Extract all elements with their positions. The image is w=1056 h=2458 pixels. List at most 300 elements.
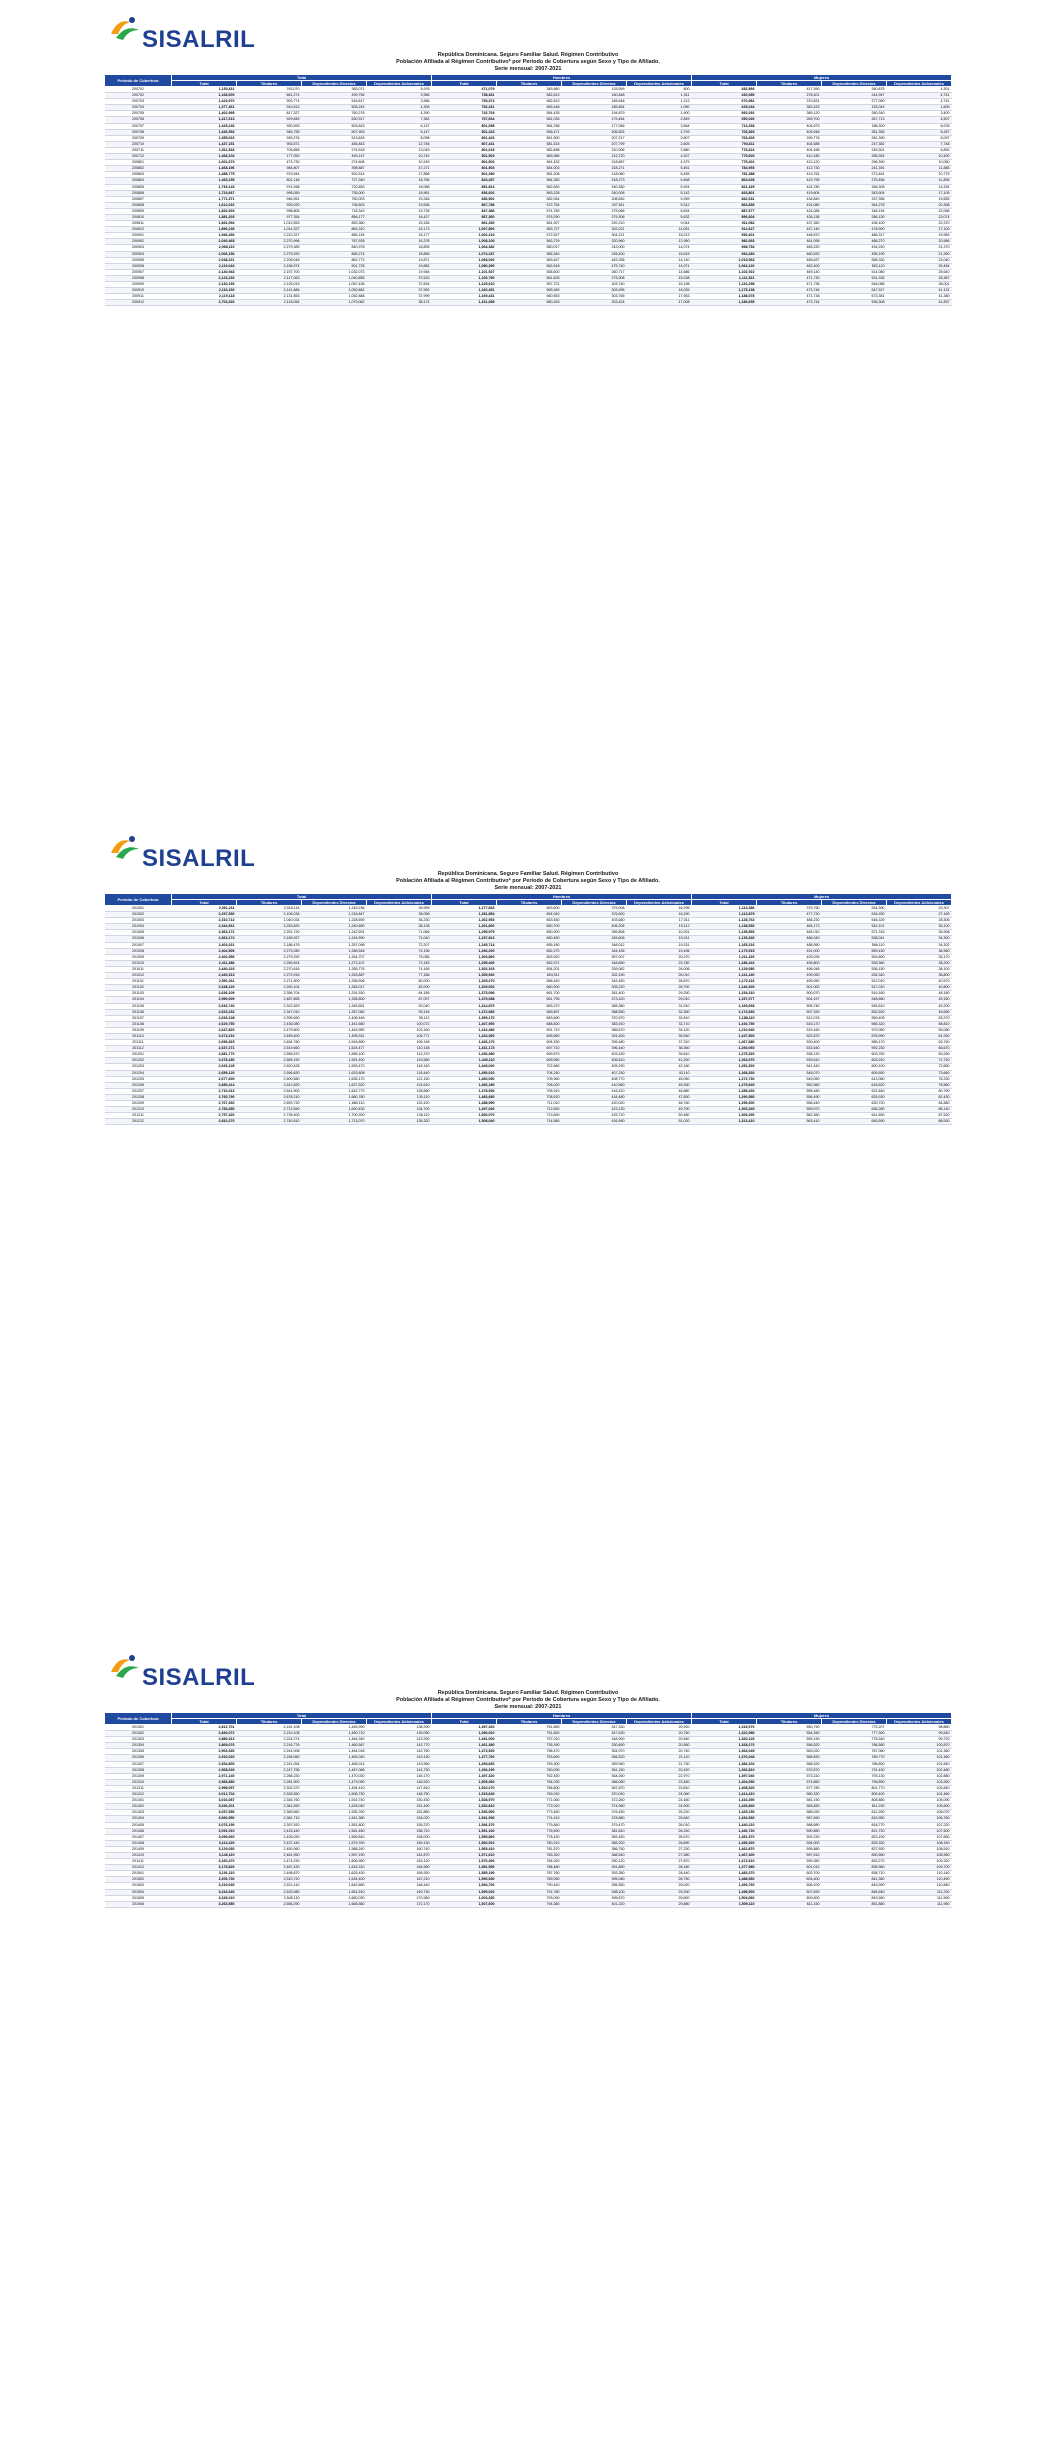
period-cell: 200702 [105, 93, 172, 99]
value-cell: 61,930 [887, 1033, 952, 1039]
value-cell: 599,350 [757, 1859, 822, 1865]
value-cell: 245,301 [822, 147, 887, 153]
value-cell: 505,740 [757, 1003, 822, 1009]
period-cell: 200802 [105, 166, 172, 172]
value-cell: 107,220 [887, 1822, 952, 1828]
period-cell: 201308 [105, 1767, 172, 1773]
column-group-header: Total [172, 894, 432, 900]
data-table-wrap [104, 893, 952, 1125]
value-cell: 1,464,018 [302, 1749, 367, 1755]
value-cell: 158,000 [367, 1834, 432, 1840]
value-cell: 391,890 [562, 1865, 627, 1871]
value-cell: 549,050 [757, 1076, 822, 1082]
value-cell: 2,397,520 [237, 1822, 302, 1828]
value-cell: 372,260 [562, 1798, 627, 1804]
value-cell: 424,780 [757, 184, 822, 190]
value-cell: 587,690 [757, 1816, 822, 1822]
value-cell: 582,830 [497, 184, 562, 190]
column-group-header: Hombres [432, 1713, 692, 1719]
value-cell: 530,400 [757, 1040, 822, 1046]
value-cell: 1,451,570 [692, 1834, 757, 1840]
value-cell: 2,450,060 [237, 1846, 302, 1852]
value-cell: 548,680 [822, 997, 887, 1003]
value-cell: 2,186,476 [237, 942, 302, 948]
value-cell: 1,011 [627, 93, 692, 99]
period-cell: 201205 [105, 1076, 172, 1082]
value-cell: 1,494,410 [302, 1785, 367, 1791]
brand-name: SISALRIL [142, 845, 256, 872]
value-cell: 1,690,430 [302, 1107, 367, 1113]
value-cell: 823,457 [432, 178, 497, 184]
column-header: Dependientes Adicionales [887, 900, 952, 906]
value-cell: 1,313,410 [692, 1119, 757, 1125]
value-cell: 381,810 [562, 1828, 627, 1834]
value-cell: 1,532,810 [432, 1804, 497, 1810]
value-cell: 512,010 [822, 979, 887, 985]
value-cell: 3,191,110 [172, 1871, 237, 1877]
period-cell: 200807 [105, 196, 172, 202]
value-cell: 389,120 [757, 111, 822, 117]
value-cell: 4,507 [887, 117, 952, 123]
value-cell: 3,664 [627, 123, 692, 129]
value-cell: 502,110 [822, 263, 887, 269]
value-cell: 1,267,680 [692, 1040, 757, 1046]
value-cell: 663,270 [497, 1003, 562, 1009]
value-cell: 735,000 [302, 190, 367, 196]
value-cell: 1,064,382 [432, 245, 497, 251]
value-cell: 2,279,280 [237, 948, 302, 954]
value-cell: 348,900 [562, 1737, 627, 1743]
value-cell: 538,130 [757, 1052, 822, 1058]
value-cell: 583,830 [757, 1804, 822, 1810]
value-cell: 16,895 [367, 245, 432, 251]
value-cell: 1,424,360 [432, 1033, 497, 1039]
value-cell: 37,694 [367, 282, 432, 288]
value-cell: 499,050 [757, 979, 822, 985]
value-cell: 370,831 [757, 99, 822, 105]
period-cell: 201405 [105, 1822, 172, 1828]
value-cell: 1,014,327 [237, 227, 302, 233]
value-cell: 240,350 [562, 184, 627, 190]
value-cell: 16,378 [367, 239, 432, 245]
value-cell: 186,300 [822, 123, 887, 129]
value-cell: 27,580 [627, 1852, 692, 1858]
value-cell: 2,647,820 [172, 1027, 237, 1033]
period-cell: 201304 [105, 1743, 172, 1749]
value-cell: 1,281,854 [432, 912, 497, 918]
value-cell: 2,971,140 [172, 1773, 237, 1779]
value-cell: 1,483,370 [692, 1871, 757, 1877]
value-cell: 1,515,740 [302, 1798, 367, 1804]
value-cell: 1,516,890 [302, 1040, 367, 1046]
period-cell: 201105 [105, 1003, 172, 1009]
value-cell: 1,079,062 [302, 300, 367, 306]
value-cell: 1,404,050 [692, 1779, 757, 1785]
value-cell: 2,270,616 [237, 966, 302, 972]
value-cell: 347,630 [562, 1731, 627, 1737]
value-cell: 515,170 [757, 1021, 822, 1027]
column-header-period: Período de Cobertura [105, 894, 172, 906]
value-cell: 2,916,020 [172, 1755, 237, 1761]
value-cell: 494,240 [822, 245, 887, 251]
value-cell: 47,830 [627, 1094, 692, 1100]
value-cell: 29,020 [627, 1883, 692, 1889]
value-cell: 48,180 [887, 991, 952, 997]
value-cell: 2,068,110 [172, 245, 237, 251]
value-cell: 576,290 [497, 214, 562, 220]
column-group-header: Total [172, 75, 432, 81]
value-cell: 712,630 [497, 1107, 562, 1113]
value-cell: 493,026 [757, 954, 822, 960]
value-cell: 865,274 [302, 251, 367, 257]
value-cell: 1,467,400 [692, 1852, 757, 1858]
value-cell: 26,870 [627, 979, 692, 985]
value-cell: 1,379,088 [432, 997, 497, 1003]
value-cell: 865,145 [302, 233, 367, 239]
value-cell: 1,579,760 [302, 1840, 367, 1846]
period-cell: 200902 [105, 239, 172, 245]
value-cell: 1,392,810 [692, 1767, 757, 1773]
value-cell: 3,129,030 [172, 1846, 237, 1852]
value-cell: 505,243 [302, 105, 367, 111]
value-cell: 1,771,371 [172, 196, 237, 202]
value-cell: 1,262,953 [432, 918, 497, 924]
value-cell: 19,112 [627, 924, 692, 930]
period-cell: 201406 [105, 1828, 172, 1834]
value-cell: 28,001 [887, 282, 952, 288]
value-cell: 499,050 [757, 973, 822, 979]
value-cell: 28,440 [627, 1871, 692, 1877]
value-cell: 1,465,159 [172, 178, 237, 184]
brand-name: SISALRIL [142, 26, 256, 53]
value-cell: 775,207 [822, 1725, 887, 1731]
value-cell: 559,430 [822, 948, 887, 954]
value-cell: 280,340 [822, 111, 887, 117]
period-cell: 201110 [105, 1033, 172, 1039]
column-header: Titulares [237, 900, 302, 906]
value-cell: 1,528,970 [432, 1798, 497, 1804]
value-cell: 5,461 [627, 166, 692, 172]
value-cell: 835,960 [822, 1865, 887, 1871]
value-cell: 34,120 [627, 1027, 692, 1033]
value-cell: 864,836 [692, 202, 757, 208]
period-cell: 200909 [105, 282, 172, 288]
value-cell: 19,882 [367, 263, 432, 269]
value-cell: 1,170,116 [692, 979, 757, 985]
value-cell: 650,700 [497, 924, 562, 930]
value-cell: 800 [627, 87, 692, 93]
value-cell: 654,040 [497, 912, 562, 918]
value-cell: 1,668,580 [302, 1901, 367, 1907]
value-cell: 496,048 [757, 966, 822, 972]
value-cell: 332,190 [562, 973, 627, 979]
value-cell: 25,220 [627, 1810, 692, 1816]
value-cell: 790,440 [497, 1883, 562, 1889]
period-cell: 201008 [105, 948, 172, 954]
value-cell: 151,490 [367, 1804, 432, 1810]
value-cell: 12,950 [627, 239, 692, 245]
report-title-line2: Población Afiliada al Régimen Contributivo* por Período de Cobertura según Sexo y Tipo de Afiliado. [396, 59, 660, 65]
value-cell: 15,038 [627, 275, 692, 281]
value-cell: 602,700 [757, 1871, 822, 1877]
value-cell: 501,000 [757, 985, 822, 991]
value-cell: 343,450 [562, 979, 627, 985]
value-cell: 87,097 [367, 997, 432, 1003]
value-cell: 836,902 [432, 196, 497, 202]
value-cell: 1,179,515 [692, 948, 757, 954]
value-cell: 791,430 [822, 1767, 887, 1773]
value-cell: 20,750 [627, 1731, 692, 1737]
value-cell: 462,400 [757, 263, 822, 269]
value-cell: 38,360 [627, 1046, 692, 1052]
value-cell: 1,551,800 [302, 1822, 367, 1828]
value-cell: 559,970 [757, 1107, 822, 1113]
value-cell: 15,213 [627, 233, 692, 239]
value-cell: 577,780 [757, 1785, 822, 1791]
value-cell: 500,070 [757, 991, 822, 997]
value-cell: 403,430 [562, 1052, 627, 1058]
value-cell: 125,599 [562, 87, 627, 93]
value-cell: 245,400 [562, 251, 627, 257]
value-cell: 1,275,320 [692, 1052, 757, 1058]
value-cell: 1,272,730 [692, 1076, 757, 1082]
value-cell: 784,920 [497, 1859, 562, 1865]
value-cell: 842,031 [692, 196, 757, 202]
value-cell: 434,840 [757, 196, 822, 202]
value-cell: 2,659,120 [172, 1070, 237, 1076]
value-cell: 560,263 [497, 300, 562, 306]
value-cell: 546,085 [822, 282, 887, 288]
value-cell: 1,416,390 [692, 1798, 757, 1804]
period-cell: 201502 [105, 1877, 172, 1883]
value-cell: 645,590 [822, 1119, 887, 1125]
value-cell: 15,173 [367, 227, 432, 233]
value-cell: 19,331 [627, 942, 692, 948]
period-cell: 200704 [105, 105, 172, 111]
value-cell: 3,249,210 [172, 1895, 237, 1901]
value-cell: 29,330 [627, 1889, 692, 1895]
value-cell: 19,496 [627, 948, 692, 954]
value-cell: 801,146 [237, 178, 302, 184]
value-cell: 703,369 [692, 129, 757, 135]
value-cell: 17,100 [887, 227, 952, 233]
value-cell: 705,960 [497, 1076, 562, 1082]
value-cell: 1,266,200 [432, 948, 497, 954]
value-cell: 555,190 [757, 1737, 822, 1743]
value-cell: 1,660,780 [302, 1094, 367, 1100]
column-header: Total [692, 900, 757, 906]
value-cell: 6,978 [887, 123, 952, 129]
value-cell: 3,060,950 [172, 1816, 237, 1822]
value-cell: 98,880 [887, 1725, 952, 1731]
value-cell: 419,795 [757, 178, 822, 184]
value-cell: 2,151,108 [237, 1725, 302, 1731]
value-cell: 5,097 [887, 135, 952, 141]
value-cell: 1,455,022 [172, 135, 237, 141]
value-cell: 281,390 [822, 135, 887, 141]
value-cell: 471,730 [757, 275, 822, 281]
value-cell: 143,290 [367, 1737, 432, 1743]
value-cell: 769,240 [497, 1792, 562, 1798]
value-cell: 775,840 [497, 1822, 562, 1828]
value-cell: 488,950 [757, 942, 822, 948]
value-cell: 2,569,150 [237, 1058, 302, 1064]
value-cell: 3,146,110 [172, 1852, 237, 1858]
value-cell: 208,652 [562, 196, 627, 202]
value-cell: 344,278 [822, 202, 887, 208]
value-cell: 695,560 [497, 1033, 562, 1039]
value-cell: 165,648 [562, 99, 627, 105]
value-cell: 2,520,428 [237, 1064, 302, 1070]
value-cell: 29,600 [627, 1895, 692, 1901]
column-header: Dependientes Directos [562, 81, 627, 87]
value-cell: 361,400 [562, 991, 627, 997]
value-cell: 757,010 [497, 1737, 562, 1743]
value-cell: 34,300 [887, 936, 952, 942]
value-cell: 502,514 [302, 172, 367, 178]
value-cell: 778,340 [822, 1737, 887, 1743]
value-cell: 1,477,980 [692, 1865, 757, 1871]
value-cell: 1,723,667 [172, 190, 237, 196]
period-cell: 201002 [105, 912, 172, 918]
value-cell: 473,730 [237, 160, 302, 166]
value-cell: 436,100 [822, 221, 887, 227]
value-cell: 530,917 [302, 117, 367, 123]
value-cell: 1,303,860 [432, 954, 497, 960]
value-cell: 374,960 [562, 1804, 627, 1810]
value-cell: 1,279,640 [692, 1082, 757, 1088]
period-cell: 201003 [105, 918, 172, 924]
value-cell: 1,440,210 [692, 1822, 757, 1828]
column-group-header: Mujeres [692, 894, 952, 900]
column-header: Titulares [497, 1719, 562, 1725]
value-cell: 23,074 [887, 214, 952, 220]
value-cell: 111,230 [887, 1889, 952, 1895]
value-cell: 1,295,979 [432, 930, 497, 936]
value-cell: 1,277,833 [432, 906, 497, 912]
value-cell: 5,976 [367, 87, 432, 93]
value-cell: 1,472,610 [692, 1859, 757, 1865]
value-cell: 110,840 [887, 1883, 952, 1889]
value-cell: 547,917 [822, 288, 887, 294]
value-cell: 2,402,021 [172, 942, 237, 948]
value-cell: 2,281,900 [237, 1779, 302, 1785]
value-cell: 1,146,300 [692, 985, 757, 991]
period-cell: 200904 [105, 251, 172, 257]
data-table [104, 74, 952, 306]
value-cell: 504,197 [757, 997, 822, 1003]
value-cell: 776,624 [692, 147, 757, 153]
value-cell: 576,990 [822, 1033, 887, 1039]
period-cell: 201303 [105, 1737, 172, 1743]
value-cell: 1,576,400 [432, 1859, 497, 1865]
value-cell: 2,869,076 [172, 1743, 237, 1749]
value-cell: 946,755 [237, 129, 302, 135]
period-cell: 201004 [105, 924, 172, 930]
value-cell: 279,306 [562, 214, 627, 220]
value-cell: 1,359,170 [432, 1015, 497, 1021]
value-cell: 4,741 [887, 99, 952, 105]
value-cell: 1,305,940 [432, 973, 497, 979]
value-cell: 4,301 [887, 87, 952, 93]
value-cell: 778,430 [497, 1834, 562, 1840]
value-cell: 16,427 [367, 214, 432, 220]
value-cell: 1,336,800 [302, 997, 367, 1003]
value-cell: 155,370 [367, 1822, 432, 1828]
period-cell: 200803 [105, 172, 172, 178]
value-cell: 25,640 [627, 1816, 692, 1822]
value-cell: 713,890 [497, 1113, 562, 1119]
report-titles [104, 871, 952, 892]
value-cell: 1,154,310 [692, 991, 757, 997]
value-cell: 708,520 [497, 1094, 562, 1100]
value-cell: 1,240,650 [302, 924, 367, 930]
value-cell: 2,783,450 [172, 1107, 237, 1113]
value-cell: 2,415,440 [237, 1828, 302, 1834]
value-cell: 3,160,470 [172, 1859, 237, 1865]
value-cell: 58,810 [887, 1021, 952, 1027]
column-header: Dependientes Adicionales [627, 1719, 692, 1725]
value-cell: 953,571 [237, 141, 302, 147]
value-cell: 584,003 [497, 166, 562, 172]
value-cell: 273,461 [822, 172, 887, 178]
value-cell: 412,730 [757, 166, 822, 172]
value-cell: 29,250 [627, 991, 692, 997]
value-cell: 185,854 [562, 105, 627, 111]
value-cell: 121,150 [367, 1076, 432, 1082]
value-cell: 636,280 [822, 1107, 887, 1113]
value-cell: 1,642,880 [302, 1883, 367, 1889]
value-cell: 477,730 [757, 912, 822, 918]
value-cell: 781,388 [692, 172, 757, 178]
column-header: Titulares [497, 900, 562, 906]
period-cell: 200810 [105, 214, 172, 220]
value-cell: 19,871 [367, 257, 432, 263]
value-cell: 1,186,659 [692, 300, 757, 306]
column-header: Dependientes Adicionales [367, 900, 432, 906]
value-cell: 2,903,340 [172, 1749, 237, 1755]
value-cell: 72,183 [367, 960, 432, 966]
value-cell: 80,790 [887, 1088, 952, 1094]
value-cell: 2,637,271 [172, 1046, 237, 1052]
value-cell: 654,201 [497, 966, 562, 972]
value-cell: 473,746 [757, 288, 822, 294]
value-cell: 383,450 [562, 1834, 627, 1840]
value-cell: 1,213 [627, 99, 692, 105]
value-cell: 555,480 [757, 1088, 822, 1094]
value-cell: 45,050 [627, 1076, 692, 1082]
value-cell: 1,242,591 [302, 930, 367, 936]
value-cell: 132,420 [367, 1101, 432, 1107]
value-cell: 18,066 [367, 184, 432, 190]
value-cell: 100,072 [367, 1021, 432, 1027]
value-cell: 118,440 [367, 1070, 432, 1076]
period-cell: 201206 [105, 1082, 172, 1088]
column-group-header: Total [172, 1713, 432, 1719]
value-cell: 670,581 [692, 99, 757, 105]
value-cell: 750,003 [302, 196, 367, 202]
value-cell: 793,090 [497, 1895, 562, 1901]
value-cell: 160,848 [562, 93, 627, 99]
value-cell: 2,245,060 [237, 1755, 302, 1761]
value-cell: 1,500,070 [432, 1113, 497, 1119]
value-cell: 179,464 [562, 117, 627, 123]
period-cell: 201310 [105, 1779, 172, 1785]
value-cell: 39,959 [367, 906, 432, 912]
value-cell: 2,710,413 [172, 1088, 237, 1094]
value-cell: 465,637 [757, 257, 822, 263]
value-cell: 753,374 [432, 99, 497, 105]
